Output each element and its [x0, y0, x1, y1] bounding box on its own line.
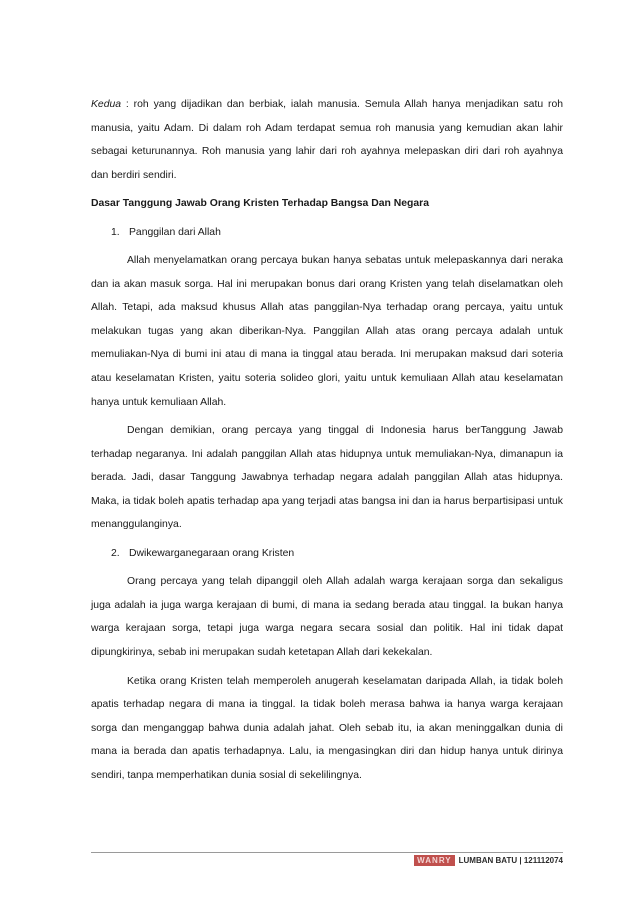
list-item-2 [91, 542, 563, 566]
paragraph-dwikewarganegaraan: Orang percaya yang telah dipanggil oleh Allah adalah warga kerajaan sorga dan sekaligus juga adalah ia juga warga kerajaan di bumi, di mana ia sedang berada atau tinggal. Ia bukan hanya warga kerajaan sorga, tetapi juga warga negara secara sosial dan politik. Hal ini tidak dapat dipungkirinya, sebab ini merupakan sudah ketetapan Allah dari kekekalan. [91, 576, 563, 659]
document-body [91, 93, 563, 787]
paragraph-kedua [91, 93, 563, 187]
list-item-title: Panggilan dari Allah [129, 226, 221, 238]
paragraph-text: : roh yang dijadikan dan berbiak, ialah manusia. Semula Allah hanya menjadikan satu roh manusia, yaitu Adam. Di dalam roh Adam terdapat semua roh manusia yang kemudian akan lahir sebagai keturunannya. Roh manusia yang lahir dari roh ayahnya melepaskan diri dari roh ayahnya dan berdiri sendiri. [91, 99, 563, 181]
paragraph-demikian: Dengan demikian, orang percaya yang tinggal di Indonesia harus berTanggung Jawab terhadap negaranya. Ini adalah panggilan Allah atas hidupnya untuk memuliakan-Nya, dimanapun ia berada. Jadi, dasar Tanggung Jawabnya terhadap negara adalah panggilan Allah atas hidupnya. Maka, ia tidak boleh apatis terhadap apa yang terjadi atas bangsa ini dan ia harus berpartisipasi untuk menanggulanginya. [91, 425, 563, 531]
list-number: 2. [111, 547, 120, 559]
list-item-title: Dwikewarganegaraan orang Kristen [129, 547, 295, 559]
term-label: Kedua [91, 99, 122, 110]
footer-divider [91, 852, 563, 853]
section-heading: Dasar Tanggung Jawab Orang Kristen Terhadap Bangsa Dan Negara [91, 198, 429, 210]
page-footer [414, 855, 563, 866]
list-item-1 [91, 221, 563, 245]
paragraph-ketika: Ketika orang Kristen telah memperoleh anugerah keselamatan daripada Allah, ia tidak boleh apatis terhadap negara di mana ia tinggal. Ia tidak boleh merasa bahwa ia hanya warga kerajaan sorga dan menganggap bahwa dunia adalah jahat. Oleh sebab itu, ia akan meninggalkan dunia di mana ia berada dan apatis terhadapnya. Lalu, ia mengasingkan diri dan hidup hanya untuk dirinya sendiri, tanpa memperhatikan dunia sosial di sekelilingnya. [91, 675, 563, 781]
footer-badge: WANRY [414, 855, 454, 866]
paragraph-panggilan: Allah menyelamatkan orang percaya bukan hanya sebatas untuk melepaskannya dari neraka dan ia akan masuk sorga. Hal ini merupakan bonus dari orang Kristen yang telah diselamatkan oleh Allah. Tetapi, ada maksud khusus Allah atas panggilan-Nya terhadap orang percaya, yaitu untuk melakukan tugas yang akan diberikan-Nya. Panggilan Allah atas orang percaya adalah untuk memuliakan-Nya di bumi ini atau di mana ia tinggal atau berada. Ini merupakan maksud dari soteria atau keselamatan Kristen, yaitu soteria solideo glori, yaitu untuk kemuliaan Allah atau keselamatan hanya untuk kemuliaan Allah. [91, 255, 563, 408]
list-number: 1. [111, 226, 120, 238]
footer-author: LUMBAN BATU | 121112074 [458, 856, 563, 865]
